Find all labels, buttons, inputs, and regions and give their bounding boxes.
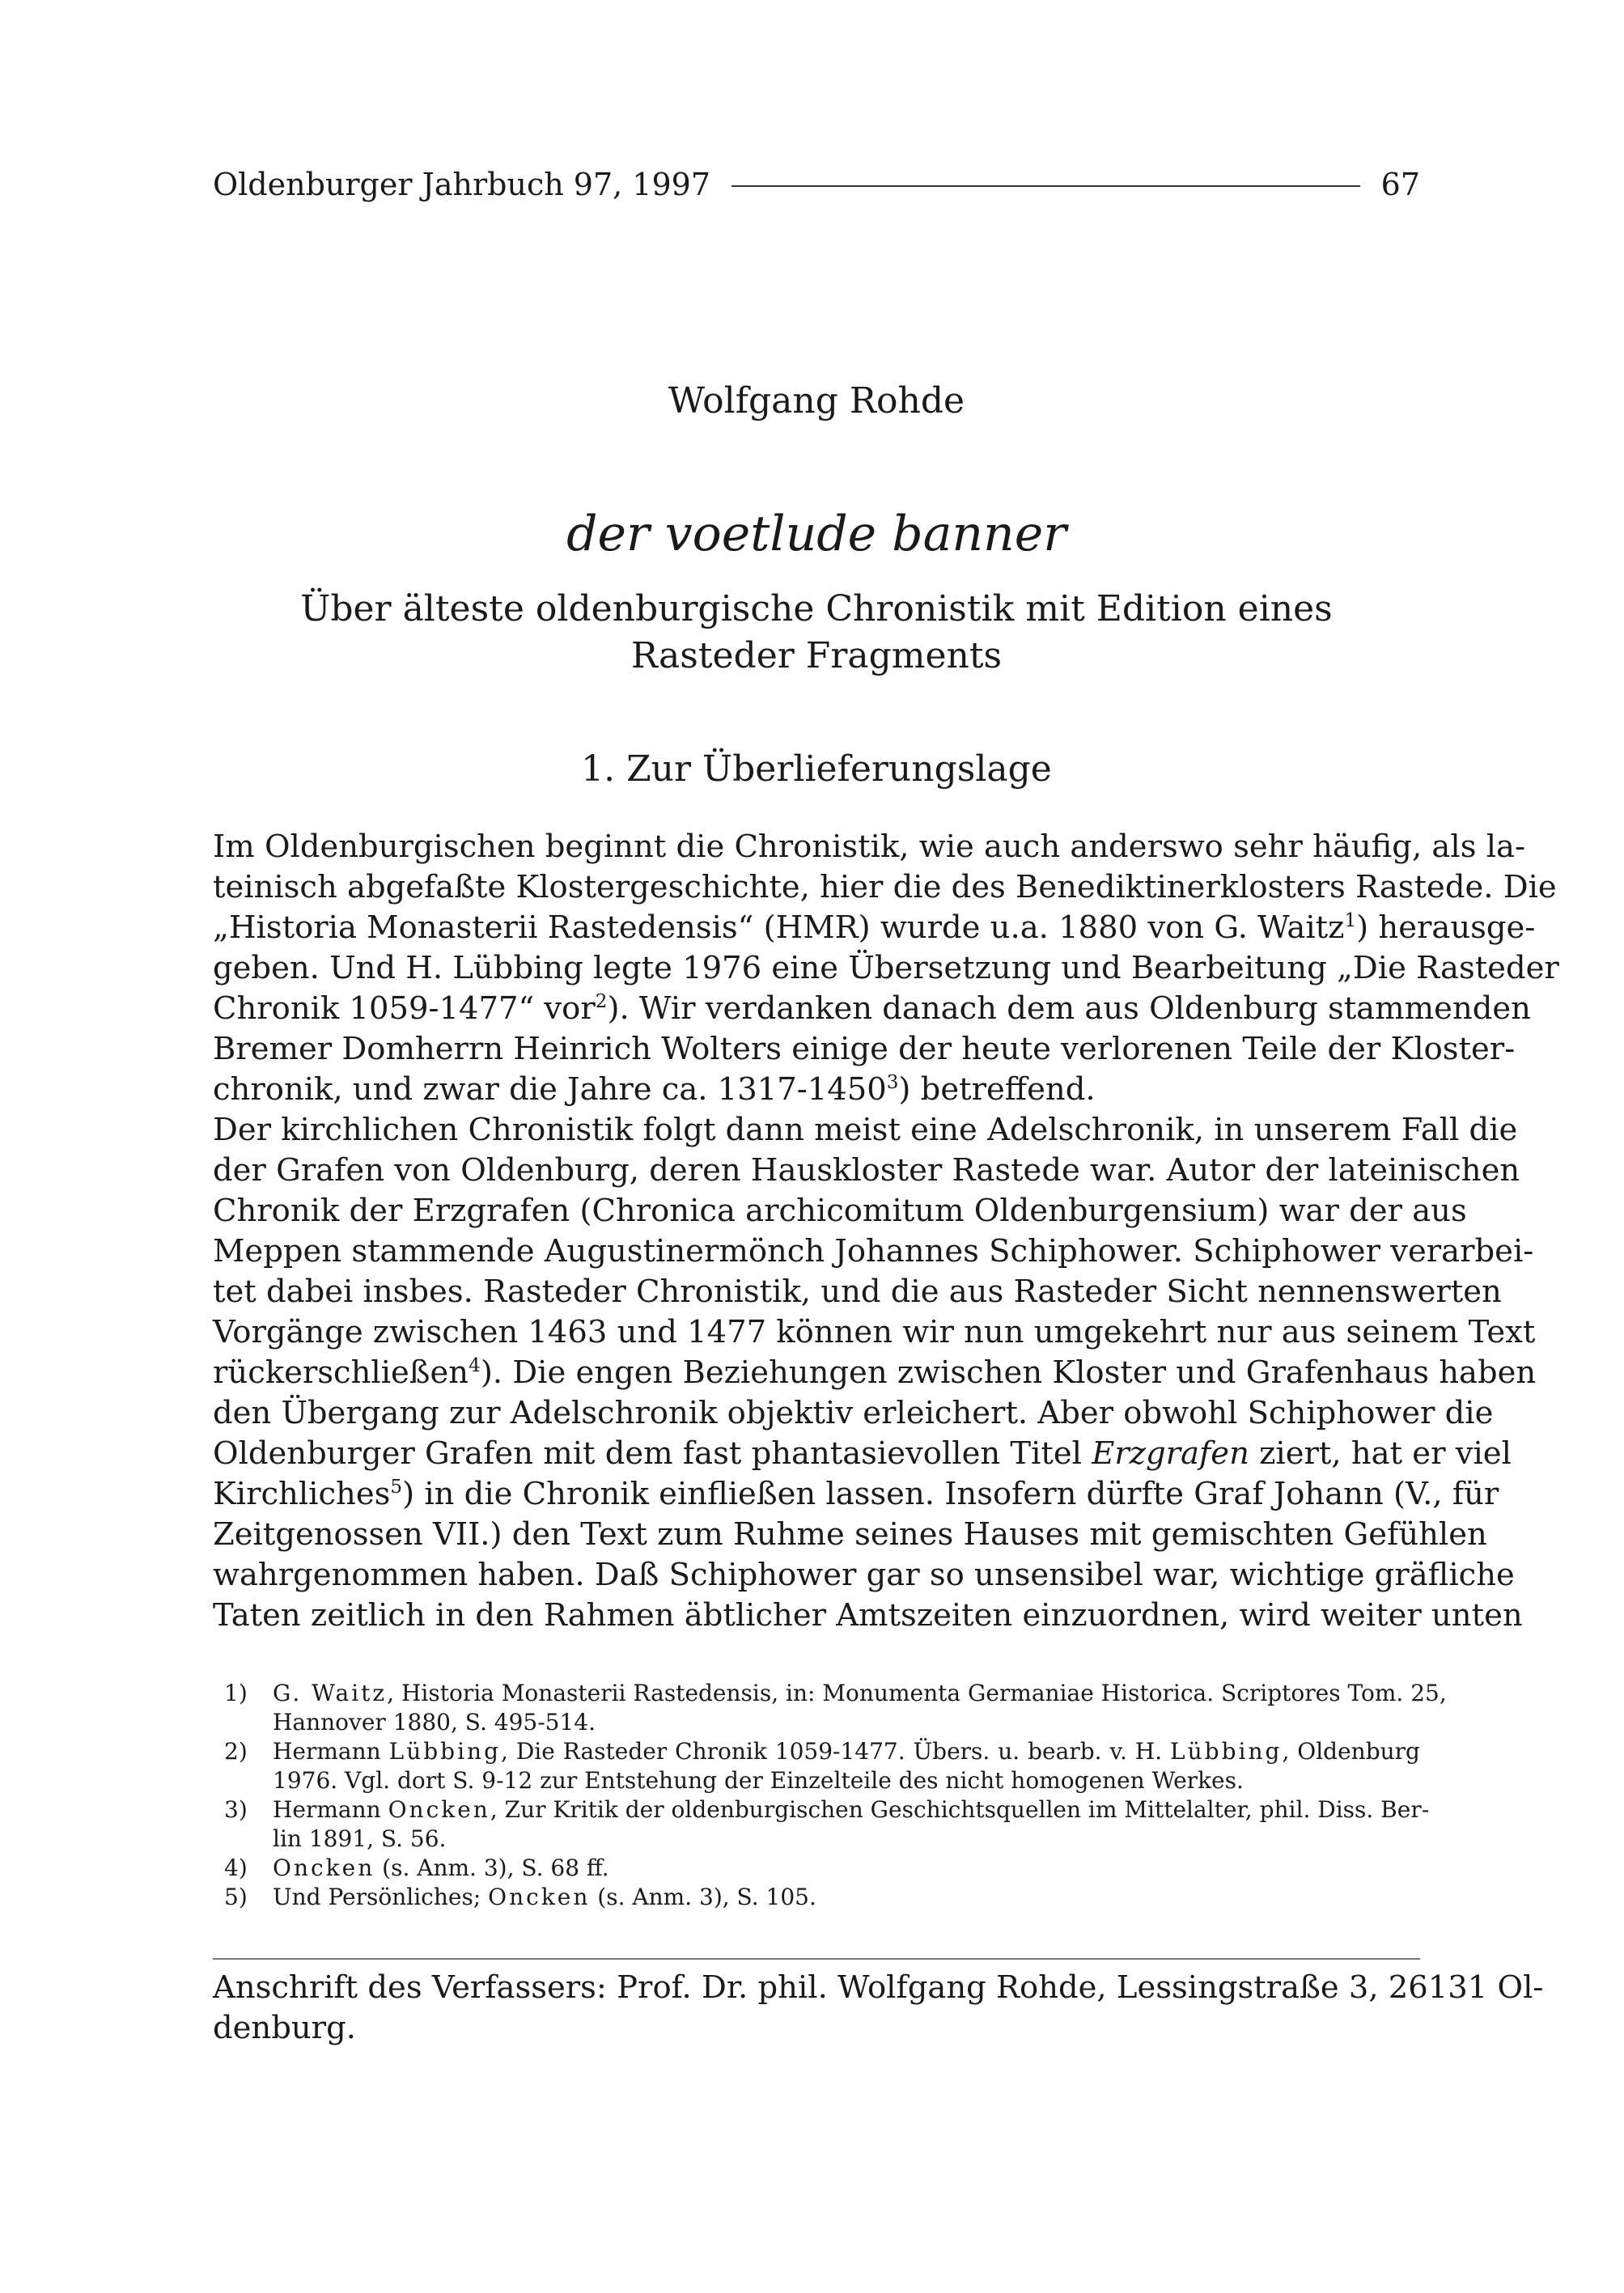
footnote-ref[interactable]: 2 [595,991,608,1013]
footnote: 5) Und Persönliches; Oncken (s. Anm. 3), S. 105. [224,1884,816,1910]
body-line: Meppen stammende Augustinermönch Johannes Schiphower. Schiphower verarbei- [213,1233,1534,1269]
article-subtitle [213,586,1420,680]
body-line: „Historia Monasterii Rastedensis“ (HMR) wurde u.a. 1880 von G. Waitz$^1$) herausge- [213,909,1536,946]
body-line: Kirchliches$^5$) in die Chronik einfließen lassen. Insofern dürfte Graf Johann (V., für [213,1476,1499,1512]
footnotes [224,1679,1447,1912]
body-line: Taten zeitlich in den Rahmen äbtlicher Amtszeiten einzuordnen, wird weiter unten [213,1597,1523,1634]
footnote-number: 3) [224,1796,248,1823]
footnote: 4) Oncken (s. Anm. 3), S. 68 ff. [224,1854,609,1881]
journal-citation: Oldenburger Jahrbuch 97, 1997 [213,167,710,202]
body-line: den Übergang zur Adelschronik objektiv erleichert. Aber obwohl Schiphower die [213,1395,1494,1431]
body-line: Chronik der Erzgrafen (Chronica archicomitum Oldenburgensium) war der aus [213,1193,1467,1229]
body-line: rückerschließen$^4$). Die engen Beziehungen zwischen Kloster und Grafenhaus haben [213,1354,1537,1391]
body-line: Im Oldenburgischen beginnt die Chronistik, wie auch anderswo sehr häufig, als la- [213,829,1525,865]
body-line: wahrgenommen haben. Daß Schiphower gar so unsensibel war, wichtige gräfliche [213,1557,1515,1593]
footnote-ref[interactable]: 3 [886,1072,899,1094]
body-text [213,827,1559,1636]
address-line: Anschrift des Verfassers: Prof. Dr. phil. Wolfgang Rohde, Lessingstraße 3, 26131 Ol- [213,1969,1544,2006]
footnote: 3) Hermann Oncken, Zur Kritik der oldenburgischen Geschichtsquellen im Mittelalter, phil. Diss. Ber- lin 1891, S. 56. [224,1796,1430,1852]
footnote-number: 5) [224,1884,248,1910]
footnote: 1) G. Waitz, Historia Monasterii Rastedensis, in: Monumenta Germaniae Historica. Scriptores Tom. 25, Hannover 1880, S. 495-514. [224,1680,1447,1736]
body-line: Bremer Domherrn Heinrich Wolters einige der heute verlorenen Teile der Kloster- [213,1031,1516,1067]
subtitle-line: Über älteste oldenburgische Chronistik mit Edition eines [300,588,1333,629]
footnote: 2) Hermann Lübbing, Die Rasteder Chronik 1059-1477. Übers. u. bearb. v. H. Lübbing, Oldenburg 1976. Vgl. dort S. 9-12 zur Entstehung der Einzelteile des nicht homogenen Werkes. [224,1738,1420,1794]
body-line: tet dabei insbes. Rasteder Chronistik, und die aus Rasteder Sicht nennenswerten [213,1274,1502,1310]
body-line: Chronik 1059-1477“ vor$^2$). Wir verdanken danach dem aus Oldenburg stammenden [213,990,1531,1027]
article-author: Wolfgang Rohde [668,380,965,422]
footnote-number: 2) [224,1738,248,1765]
footnote-ref[interactable]: 5 [390,1477,403,1498]
subtitle-line: Rasteder Fragments [630,635,1003,676]
body-line: chronik, und zwar die Jahre ca. 1317-1450$^3$) betreffend. [213,1071,1096,1108]
body-line: Der kirchlichen Chronistik folgt dann meist eine Adelschronik, in unserem Fall die [213,1112,1518,1148]
footnote-ref[interactable]: 4 [469,1355,481,1377]
footnote-number: 1) [224,1680,248,1706]
section-heading: 1. Zur Überlieferungslage [581,748,1052,790]
body-line: Vorgänge zwischen 1463 und 1477 können wir nun umgekehrt nur aus seinem Text [213,1314,1536,1350]
emphasis-term: Erzgrafen [1092,1435,1249,1472]
body-line: teinisch abgefaßte Klostergeschichte, hier die des Benediktinerklosters Rastede. Die [213,869,1557,905]
author-address [213,1968,1544,2049]
page-number: 67 [1380,167,1420,202]
article-title: der voetlude banner [566,506,1066,562]
address-rule [213,1958,1420,1960]
running-header [213,160,1420,209]
body-line: geben. Und H. Lübbing legte 1976 eine Übersetzung und Bearbeitung „Die Rasteder [213,950,1559,986]
body-line: Zeitgenossen VII.) den Text zum Ruhme seines Hauses mit gemischten Gefühlen [213,1516,1487,1553]
footnote-ref[interactable]: 1 [1344,910,1357,932]
body-line: der Grafen von Oldenburg, deren Hauskloster Rastede war. Autor der lateinischen [213,1152,1520,1189]
address-line: denburg. [213,2010,356,2046]
body-line: Oldenburger Grafen mit dem fast phantasievollen Titel Erzgrafen ziert, hat er viel [213,1435,1512,1472]
header-rule [731,185,1360,187]
footnote-number: 4) [224,1854,248,1881]
